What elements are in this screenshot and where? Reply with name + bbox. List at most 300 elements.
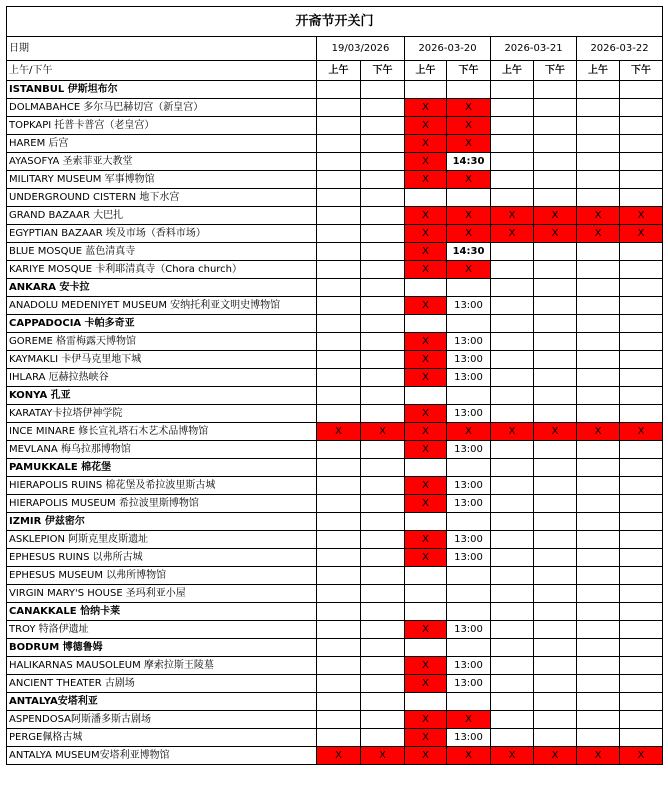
hours-cell: 13:00 <box>447 369 491 387</box>
closed-cell: X <box>405 369 447 387</box>
table-row <box>7 711 663 729</box>
open-cell <box>491 549 534 567</box>
open-cell <box>361 477 405 495</box>
city-name: CANAKKALE 恰纳卡莱 <box>7 603 317 621</box>
table-row <box>7 243 663 261</box>
closed-cell: X <box>447 747 491 765</box>
closed-cell: X <box>534 747 577 765</box>
open-cell <box>361 297 405 315</box>
empty-cell <box>405 693 447 711</box>
open-cell <box>577 243 620 261</box>
open-cell <box>361 657 405 675</box>
empty-cell <box>447 81 491 99</box>
empty-cell <box>534 81 577 99</box>
open-cell <box>361 531 405 549</box>
open-cell <box>317 477 361 495</box>
open-cell <box>491 297 534 315</box>
empty-cell <box>361 315 405 333</box>
open-cell <box>317 405 361 423</box>
hours-cell: 13:00 <box>447 531 491 549</box>
closed-cell: X <box>405 135 447 153</box>
empty-cell <box>620 459 663 477</box>
table-row <box>7 333 663 351</box>
hours-cell: 13:00 <box>447 405 491 423</box>
open-cell <box>491 351 534 369</box>
open-cell <box>620 351 663 369</box>
open-cell <box>534 351 577 369</box>
table-row <box>7 729 663 747</box>
empty-cell <box>405 387 447 405</box>
open-cell <box>361 171 405 189</box>
open-cell <box>620 297 663 315</box>
closed-cell: X <box>491 423 534 441</box>
empty-cell <box>534 693 577 711</box>
am-header: 上午 <box>405 61 447 81</box>
open-cell <box>577 441 620 459</box>
closed-cell: X <box>405 261 447 279</box>
open-cell <box>577 171 620 189</box>
open-cell <box>534 117 577 135</box>
open-cell <box>405 189 447 207</box>
open-cell <box>491 261 534 279</box>
closed-cell: X <box>577 207 620 225</box>
empty-cell <box>577 315 620 333</box>
table-row <box>7 747 663 765</box>
closed-cell: X <box>447 117 491 135</box>
open-cell <box>317 117 361 135</box>
hours-cell: 14:30 <box>447 243 491 261</box>
empty-cell <box>620 279 663 297</box>
pm-header: 下午 <box>534 61 577 81</box>
empty-cell <box>491 387 534 405</box>
empty-cell <box>405 513 447 531</box>
empty-cell <box>620 315 663 333</box>
open-cell <box>317 153 361 171</box>
table-row <box>7 135 663 153</box>
open-cell <box>534 297 577 315</box>
open-cell <box>534 333 577 351</box>
empty-cell <box>317 603 361 621</box>
open-cell <box>317 657 361 675</box>
closed-cell: X <box>317 747 361 765</box>
site-name: MILITARY MUSEUM 军事博物馆 <box>7 171 317 189</box>
closed-cell: X <box>447 261 491 279</box>
open-cell <box>620 621 663 639</box>
empty-cell <box>317 639 361 657</box>
closed-cell: X <box>317 423 361 441</box>
city-name: PAMUKKALE 棉花堡 <box>7 459 317 477</box>
closed-cell: X <box>577 423 620 441</box>
empty-cell <box>361 279 405 297</box>
hours-cell: 13:00 <box>447 621 491 639</box>
closed-cell: X <box>405 711 447 729</box>
open-cell <box>577 567 620 585</box>
open-cell <box>317 729 361 747</box>
open-cell <box>577 657 620 675</box>
open-cell <box>534 135 577 153</box>
empty-cell <box>620 513 663 531</box>
open-cell <box>317 495 361 513</box>
open-cell <box>317 549 361 567</box>
hours-cell: 13:00 <box>447 729 491 747</box>
table-row <box>7 171 663 189</box>
site-name: INCE MINARE 修长宣礼塔石木艺术品博物馆 <box>7 423 317 441</box>
site-name: ANADOLU MEDENIYET MUSEUM 安纳托利亚文明史博物馆 <box>7 297 317 315</box>
open-cell <box>491 153 534 171</box>
site-name: HIERAPOLIS MUSEUM 希拉波里斯博物馆 <box>7 495 317 513</box>
empty-cell <box>491 639 534 657</box>
empty-cell <box>620 387 663 405</box>
site-name: VIRGIN MARY'S HOUSE 圣玛利亚小屋 <box>7 585 317 603</box>
open-cell <box>447 189 491 207</box>
city-header-row <box>7 387 663 405</box>
open-cell <box>534 153 577 171</box>
hours-cell: 13:00 <box>447 657 491 675</box>
empty-cell <box>317 279 361 297</box>
open-cell <box>620 585 663 603</box>
closed-cell: X <box>405 531 447 549</box>
open-cell <box>534 477 577 495</box>
empty-cell <box>534 315 577 333</box>
open-cell <box>534 189 577 207</box>
table-row <box>7 153 663 171</box>
empty-cell <box>577 513 620 531</box>
open-cell <box>491 189 534 207</box>
open-cell <box>577 495 620 513</box>
open-cell <box>361 441 405 459</box>
site-name: HALIKARNAS MAUSOLEUM 摩索拉斯王陵墓 <box>7 657 317 675</box>
site-name: EGYPTIAN BAZAAR 埃及市场（香料市场） <box>7 225 317 243</box>
empty-cell <box>577 459 620 477</box>
empty-cell <box>361 387 405 405</box>
table-row <box>7 99 663 117</box>
open-cell <box>620 729 663 747</box>
closed-cell: X <box>447 171 491 189</box>
table-row <box>7 369 663 387</box>
open-cell <box>620 243 663 261</box>
table-row <box>7 495 663 513</box>
date-header: 2026-03-20 <box>405 37 491 61</box>
open-cell <box>577 135 620 153</box>
open-cell <box>577 585 620 603</box>
open-cell <box>405 585 447 603</box>
closed-cell: X <box>491 225 534 243</box>
site-name: ASPENDOSA阿斯潘多斯古剧场 <box>7 711 317 729</box>
open-cell <box>317 585 361 603</box>
open-cell <box>317 711 361 729</box>
city-header-row <box>7 639 663 657</box>
closed-cell: X <box>620 207 663 225</box>
open-cell <box>620 549 663 567</box>
city-name: ISTANBUL 伊斯坦布尔 <box>7 81 317 99</box>
closed-cell: X <box>405 729 447 747</box>
closed-cell: X <box>405 405 447 423</box>
table-row <box>7 423 663 441</box>
city-name: CAPPADOCIA 卡帕多奇亚 <box>7 315 317 333</box>
site-name: KAYMAKLI 卡伊马克里地下城 <box>7 351 317 369</box>
hours-cell: 13:00 <box>447 441 491 459</box>
site-name: ASKLEPION 阿斯克里皮斯遗址 <box>7 531 317 549</box>
table-row <box>7 441 663 459</box>
site-name: MEVLANA 梅乌拉那博物馆 <box>7 441 317 459</box>
empty-cell <box>405 81 447 99</box>
empty-cell <box>405 459 447 477</box>
empty-cell <box>491 513 534 531</box>
hours-cell: 13:00 <box>447 675 491 693</box>
open-cell <box>361 351 405 369</box>
closed-cell: X <box>405 675 447 693</box>
site-name: KARIYE MOSQUE 卡利耶清真寺（Chora church） <box>7 261 317 279</box>
closed-cell: X <box>534 423 577 441</box>
empty-cell <box>317 693 361 711</box>
open-cell <box>577 261 620 279</box>
table-row <box>7 621 663 639</box>
empty-cell <box>577 639 620 657</box>
closed-cell: X <box>577 747 620 765</box>
open-cell <box>577 549 620 567</box>
empty-cell <box>317 81 361 99</box>
open-cell <box>577 621 620 639</box>
site-name: GOREME 格雷梅露天博物馆 <box>7 333 317 351</box>
open-cell <box>317 135 361 153</box>
empty-cell <box>620 81 663 99</box>
open-cell <box>491 99 534 117</box>
empty-cell <box>361 639 405 657</box>
site-name: UNDERGROUND CISTERN 地下水宫 <box>7 189 317 207</box>
open-cell <box>577 405 620 423</box>
city-name: ANTALYA安塔利亚 <box>7 693 317 711</box>
open-cell <box>361 621 405 639</box>
open-cell <box>577 117 620 135</box>
open-cell <box>534 369 577 387</box>
open-cell <box>577 297 620 315</box>
open-cell <box>534 171 577 189</box>
empty-cell <box>534 279 577 297</box>
open-cell <box>317 99 361 117</box>
open-cell <box>534 495 577 513</box>
empty-cell <box>317 315 361 333</box>
open-cell <box>620 477 663 495</box>
open-cell <box>577 351 620 369</box>
open-cell <box>577 531 620 549</box>
site-name: BLUE MOSQUE 蓝色清真寺 <box>7 243 317 261</box>
open-cell <box>534 675 577 693</box>
open-cell <box>361 549 405 567</box>
open-cell <box>620 441 663 459</box>
closed-cell: X <box>620 225 663 243</box>
open-cell <box>317 567 361 585</box>
open-cell <box>361 369 405 387</box>
table-row <box>7 261 663 279</box>
open-cell <box>620 405 663 423</box>
closed-cell: X <box>405 657 447 675</box>
open-cell <box>361 585 405 603</box>
open-cell <box>361 567 405 585</box>
open-cell <box>577 369 620 387</box>
open-cell <box>317 207 361 225</box>
open-cell <box>534 531 577 549</box>
open-cell <box>534 441 577 459</box>
open-cell <box>620 657 663 675</box>
open-cell <box>534 405 577 423</box>
site-name: AYASOFYA 圣索菲亚大教堂 <box>7 153 317 171</box>
city-header-row <box>7 81 663 99</box>
open-cell <box>620 333 663 351</box>
open-cell <box>620 99 663 117</box>
open-cell <box>317 441 361 459</box>
closed-cell: X <box>447 423 491 441</box>
open-cell <box>317 675 361 693</box>
empty-cell <box>361 459 405 477</box>
open-cell <box>317 189 361 207</box>
empty-cell <box>361 603 405 621</box>
open-cell <box>491 675 534 693</box>
open-cell <box>620 495 663 513</box>
table-row <box>7 567 663 585</box>
table-row <box>7 675 663 693</box>
empty-cell <box>361 81 405 99</box>
open-cell <box>361 207 405 225</box>
empty-cell <box>317 459 361 477</box>
open-cell <box>534 657 577 675</box>
open-cell <box>317 297 361 315</box>
closed-cell: X <box>405 243 447 261</box>
open-cell <box>534 729 577 747</box>
hours-cell: 13:00 <box>447 351 491 369</box>
table-row <box>7 477 663 495</box>
closed-cell: X <box>405 297 447 315</box>
site-name: ANTALYA MUSEUM安塔利亚博物馆 <box>7 747 317 765</box>
closed-cell: X <box>405 99 447 117</box>
table-row <box>7 549 663 567</box>
open-cell <box>491 369 534 387</box>
closed-cell: X <box>447 207 491 225</box>
open-cell <box>491 729 534 747</box>
open-cell <box>620 369 663 387</box>
open-cell <box>577 675 620 693</box>
open-cell <box>447 585 491 603</box>
open-cell <box>447 567 491 585</box>
site-name: IHLARA 厄赫拉热峡谷 <box>7 369 317 387</box>
open-cell <box>361 189 405 207</box>
table-row <box>7 531 663 549</box>
closed-cell: X <box>491 747 534 765</box>
site-name: ANCIENT THEATER 古剧场 <box>7 675 317 693</box>
site-name: TOPKAPI 托普卡普宫（老皇宫） <box>7 117 317 135</box>
empty-cell <box>534 603 577 621</box>
closed-cell: X <box>534 207 577 225</box>
empty-cell <box>447 315 491 333</box>
open-cell <box>491 135 534 153</box>
city-header-row <box>7 513 663 531</box>
open-cell <box>317 225 361 243</box>
open-cell <box>620 531 663 549</box>
empty-cell <box>405 315 447 333</box>
table-row <box>7 351 663 369</box>
empty-cell <box>577 693 620 711</box>
date-header: 2026-03-21 <box>491 37 577 61</box>
open-cell <box>317 369 361 387</box>
empty-cell <box>577 387 620 405</box>
site-name: GRAND BAZAAR 大巴扎 <box>7 207 317 225</box>
ampm-header-row <box>7 61 663 81</box>
open-cell <box>491 495 534 513</box>
hours-cell: 13:00 <box>447 477 491 495</box>
am-header: 上午 <box>577 61 620 81</box>
date-header: 19/03/2026 <box>317 37 405 61</box>
table-row <box>7 189 663 207</box>
open-cell <box>620 117 663 135</box>
empty-cell <box>405 279 447 297</box>
open-cell <box>491 441 534 459</box>
open-cell <box>620 567 663 585</box>
open-cell <box>361 405 405 423</box>
closed-cell: X <box>620 747 663 765</box>
open-cell <box>405 567 447 585</box>
title-row <box>7 7 663 37</box>
site-name: DOLMABAHCE 多尔马巴赫切宫（新皇宫） <box>7 99 317 117</box>
table-row <box>7 585 663 603</box>
site-name: EPHESUS MUSEUM 以弗所博物馆 <box>7 567 317 585</box>
site-name: HAREM 后宫 <box>7 135 317 153</box>
empty-cell <box>577 81 620 99</box>
open-cell <box>577 99 620 117</box>
open-cell <box>491 531 534 549</box>
open-cell <box>534 567 577 585</box>
closed-cell: X <box>405 549 447 567</box>
table-row <box>7 207 663 225</box>
open-cell <box>361 675 405 693</box>
open-cell <box>491 477 534 495</box>
open-cell <box>491 405 534 423</box>
empty-cell <box>534 387 577 405</box>
ampm-label: 上午/下午 <box>7 61 317 81</box>
city-name: BODRUM 博德鲁姆 <box>7 639 317 657</box>
closed-cell: X <box>620 423 663 441</box>
closed-cell: X <box>405 333 447 351</box>
open-cell <box>577 729 620 747</box>
empty-cell <box>620 603 663 621</box>
closed-cell: X <box>405 621 447 639</box>
empty-cell <box>317 513 361 531</box>
closed-cell: X <box>447 225 491 243</box>
date-header-row <box>7 37 663 61</box>
empty-cell <box>534 459 577 477</box>
empty-cell <box>491 315 534 333</box>
city-name: IZMIR 伊兹密尔 <box>7 513 317 531</box>
city-name: KONYA 孔亚 <box>7 387 317 405</box>
empty-cell <box>491 279 534 297</box>
open-cell <box>361 225 405 243</box>
open-cell <box>534 261 577 279</box>
closed-cell: X <box>405 477 447 495</box>
empty-cell <box>447 459 491 477</box>
city-header-row <box>7 603 663 621</box>
open-cell <box>317 333 361 351</box>
open-cell <box>491 657 534 675</box>
hours-cell: 13:00 <box>447 297 491 315</box>
empty-cell <box>447 603 491 621</box>
open-cell <box>361 261 405 279</box>
empty-cell <box>534 513 577 531</box>
open-cell <box>534 549 577 567</box>
closed-cell: X <box>447 711 491 729</box>
closed-cell: X <box>447 99 491 117</box>
empty-cell <box>447 693 491 711</box>
open-cell <box>361 117 405 135</box>
open-cell <box>361 153 405 171</box>
open-cell <box>577 477 620 495</box>
